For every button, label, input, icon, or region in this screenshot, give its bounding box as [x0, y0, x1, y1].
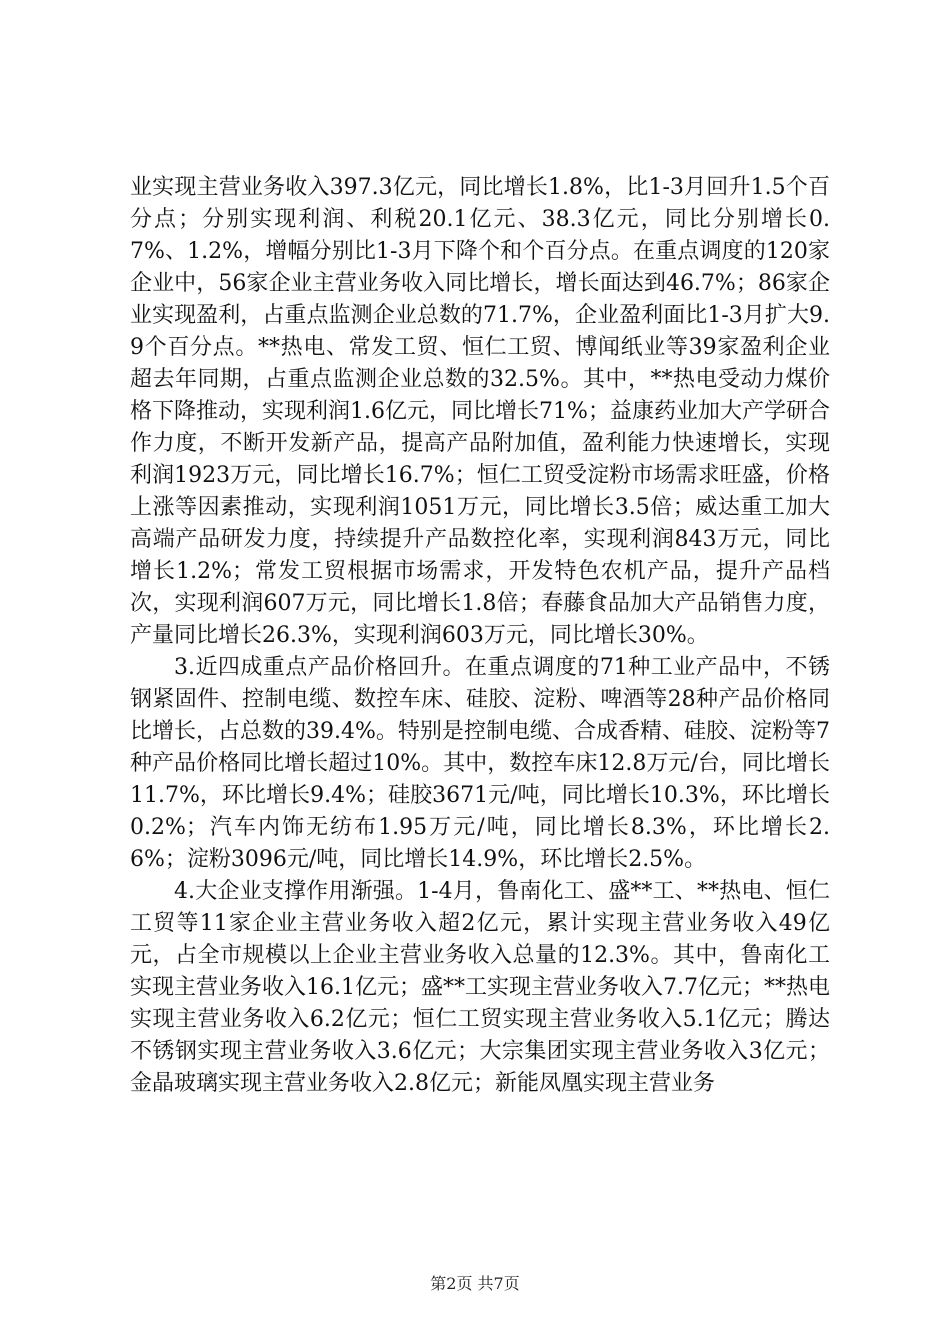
paragraph-continuation: 业实现主营业务收入397.3亿元，同比增长1.8%，比1-3月回升1.5个百分点；分别实现利润、利税20.1亿元、38.3亿元，同比分别增长0.7%、1.2%，增幅分别比1-3月下降个和个百分点。在重点调度的120家企业中，56家企业主营业务收入同比增长，增长面达到46.7%；86家企业实现盈利，占重点监测企业总数的71.7%，企业盈利面比1-3月扩大9.9个百分点。**热电、常发工贸、恒仁工贸、博闻纸业等39家盈利企业超去年同期，占重点监测企业总数的32.5%。其中，**热电受动力煤价格下降推动，实现利润1.6亿元，同比增长71%；益康药业加大产学研合作力度，不断开发新产品，提高产品附加值，盈利能力快速增长，实现利润1923万元，同比增长16.7%；恒仁工贸受淀粉市场需求旺盛，价格上涨等因素推动，实现利润1051万元，同比增长3.5倍；威达重工加大高端产品研发力度，持续提升产品数控化率，实现利润843万元，同比增长1.2%；常发工贸根据市场需求，开发特色农机产品，提升产品档次，实现利润607万元，同比增长1.8倍；春藤食品加大产品销售力度，产量同比增长26.3%，实现利润603万元，同比增长30%。 [130, 175, 830, 648]
paragraph-product-prices: 3.近四成重点产品价格回升。在重点调度的71种工业产品中，不锈钢紧固件、控制电缆、数控车床、硅胶、淀粉、啤酒等28种产品价格同比增长，占总数的39.4%。特别是控制电缆、合成香精、硅胶、淀粉等7种产品价格同比增长超过10%。其中，数控车床12.8万元/台，同比增长11.7%，环比增长9.4%；硅胶3671元/吨，同比增长10.3%，环比增长0.2%；汽车内饰无纺布1.95万元/吨，同比增长8.3%，环比增长2.6%；淀粉3096元/吨，同比增长14.9%，环比增长2.5%。 [130, 655, 830, 872]
document-body [130, 172, 830, 1100]
page-footer: 第2页 共7页 [430, 1274, 520, 1293]
paragraph-large-enterprises: 4.大企业支撑作用渐强。1-4月，鲁南化工、盛**工、**热电、恒仁工贸等11家企业主营业务收入超2亿元，累计实现主营业务收入49亿元，占全市规模以上企业主营业务收入总量的12.3%。其中，鲁南化工实现主营业务收入16.1亿元；盛**工实现主营业务收入7.7亿元；**热电实现主营业务收入6.2亿元；恒仁工贸实现主营业务收入5.1亿元；腾达不锈钢实现主营业务收入3.6亿元；大宗集团实现主营业务收入3亿元；金晶玻璃实现主营业务收入2.8亿元；新能凤凰实现主营业务 [130, 879, 830, 1096]
